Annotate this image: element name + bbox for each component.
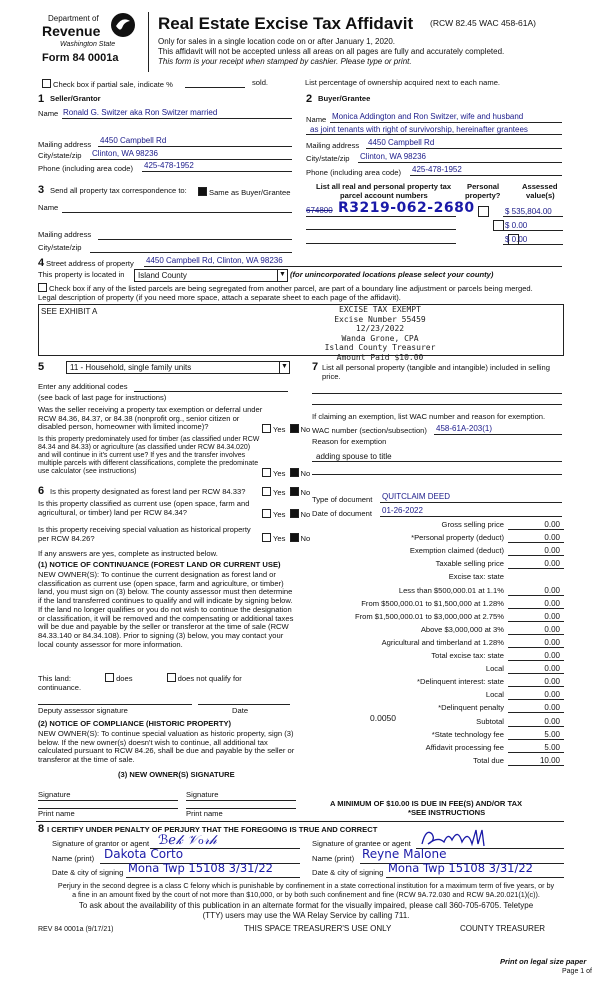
doc-type-line [380,502,562,503]
tax-row-line [508,621,564,622]
section-8-number: 8 [38,823,45,835]
tax-row-line [508,595,564,596]
tax-row-label: *Personal property (deduct) [411,533,504,543]
section-3-name-line [62,212,292,213]
tax-row-label: Total excise tax: state [431,651,504,660]
tax-row-line [508,647,564,648]
tax-row-line [508,542,564,543]
assessed-value-1[interactable]: $ 535,804.00 [505,207,552,216]
street-address-label: Street address of property [46,259,134,268]
tax-row-line [508,699,564,700]
q6-1-no-checkbox[interactable] [290,487,299,496]
grantee-name-label: Name (print) [312,854,355,863]
parcel-line-2 [306,229,456,230]
tax-row-value[interactable]: 0.00 [544,703,560,713]
grantor-sig-label: Signature of grantor or agent [52,839,150,848]
buyer-phone-label: Phone (including area code) [306,168,401,177]
tax-row-label: Excise tax: state [448,572,504,582]
tax-row-label: Total due [473,755,504,765]
assessed-value-3[interactable]: $ 0.00 [505,235,528,244]
grantor-date-value[interactable]: Mona Twp 15108 3/31/22 [128,861,274,875]
seller-city-label: City/state/zip [38,151,82,160]
tax-row-label: Agricultural and timberland at 1.28% [381,637,504,647]
stamp-line-5: Island County Treasurer [324,343,436,353]
stamp-line-2: Excise Number 55459 [334,314,426,324]
tax-row-value[interactable]: 0.00 [544,651,560,660]
section-7-number: 7 [312,361,319,373]
does-label: does [116,674,133,683]
grantor-date-label: Date & city of signing [52,868,124,877]
doc-date-value[interactable]: 01-26-2022 [382,506,423,515]
q6-3: Is this property receiving special valuation as historical property per RCW 84.26? [38,525,251,543]
grantee-date-label: Date & city of signing [312,868,384,877]
stamp-line-6: Amount Paid $10.00 [336,352,424,362]
tax-row-line [508,529,564,530]
parcel-line-3 [306,243,456,244]
tax-row-label: Local [485,664,504,674]
seller-name-line [62,118,292,119]
buyer-mail-label: Mailing address [306,141,360,150]
seller-phone-label: Phone (including area code) [38,164,133,173]
partial-sale-sold: sold. [252,78,269,87]
parcel-line-1 [306,216,456,217]
form-rcw: (RCW 82.45 WAC 458-61A) [430,18,536,28]
minimum-due-note: A MINIMUM OF $10.00 IS DUE IN FEE(S) AND/OR TAX [330,799,523,808]
section-8-rule [36,821,564,822]
tax-row-label: Taxable selling price [435,559,504,569]
header-note-1: Only for sales in a single location code on or after January 1, 2020. [158,37,396,46]
deputy-label: Deputy assessor signature [38,706,128,715]
q6-2-no-label: No [300,510,311,519]
county-select[interactable] [134,269,288,282]
header-note-3: This form is your receipt when stamped by cashier. Please type or print. [158,57,412,66]
notice-2-title: (2) NOTICE OF COMPLIANCE (HISTORIC PROPERTY) [38,719,232,728]
grantor-name-label: Name (print) [52,854,95,863]
tax-row-value[interactable]: 5.00 [544,742,560,752]
assessed-header-1: Assessed [522,182,558,191]
partial-sale-percent-line [185,87,245,88]
buyer-mail-value[interactable]: 4450 Campbell Rd [368,138,435,147]
new-owner-print-line-1 [38,808,178,809]
seller-city-line [90,159,292,160]
q6-2-yes-checkbox[interactable] [262,509,271,518]
tax-row-line [508,765,564,766]
seller-phone-line [142,171,292,172]
unincorporated-note: (for unincorporated locations please select your county) [290,270,494,279]
q6-3-no-label: No [300,534,311,543]
wac-line [434,434,562,435]
same-as-buyer-checkbox[interactable] [198,187,207,196]
doc-type-label: Type of document [312,495,373,504]
tax-row-label: Local [485,690,504,700]
local-rate-value[interactable]: 0.0050 [370,713,396,723]
deputy-date-line [198,704,290,705]
tax-row-line [508,739,564,740]
buyer-city-line [358,162,562,163]
tax-row-value[interactable]: 0.00 [544,637,560,647]
q6-1-yes-label: Yes [273,488,286,497]
new-owner-sig-line-2 [186,800,296,801]
tax-row-line [508,555,564,556]
treasurer-use-label: THIS SPACE TREASURER'S USE ONLY [244,924,392,933]
section-3-mail-label: Mailing address [38,230,92,239]
tax-row-label: Subtotal [476,716,504,726]
q6-3-yes-checkbox[interactable] [262,533,271,542]
tax-row-line [508,686,564,687]
buyer-name-line-a [330,122,562,123]
notice-2-body: NEW OWNER(S): To continue special valuation as historic property, sign (3) below. If the new owner(s) doesn't wish to continue, all additional tax calculated pursuant to RCW 84.26, shall be due and payable by the seller or transferor at the time of sale. [38,729,295,765]
use-code-select[interactable] [66,361,290,374]
q6-2-no-checkbox[interactable] [290,509,299,518]
q5-2-answer [262,468,310,479]
seller-name-label: Name [38,109,59,118]
q6-1-answer [262,487,310,498]
tax-row-line [508,673,564,674]
buyer-name-label: Name [306,115,327,124]
new-owner-sig-line-1 [38,800,178,801]
q6-1: Is this property designated as forest land per RCW 84.33? [50,487,246,496]
reason-line-2 [312,474,562,475]
new-owner-print-label-2: Print name [186,809,223,818]
reason-value[interactable]: adding spouse to title [316,452,392,461]
tax-row-value[interactable]: 0.00 [544,546,560,556]
q5-2-yes-label: Yes [273,469,286,478]
q5-1-yes-label: Yes [273,425,286,434]
revision-label: REV 84 0001a (9/17/21) [38,926,114,933]
tax-row-value[interactable]: 0.00 [544,598,560,608]
tax-row-line [508,568,564,569]
tax-row-value[interactable]: 0.00 [544,559,560,569]
does-checkbox[interactable] [105,673,114,682]
q6-2-yes-label: Yes [273,510,286,519]
assessed-line-2 [503,230,563,231]
assessed-line-3 [503,244,563,245]
dept-state-text: Washington State [60,41,116,48]
tax-row-value[interactable]: 0.00 [544,533,560,543]
exemption-label: If claiming an exemption, list WAC number and reason for exemption. [312,412,546,421]
dept-name-text: Revenue [42,23,101,39]
reason-line-1 [312,461,562,462]
seller-mail-value[interactable]: 4450 Campbell Rd [100,136,167,145]
page-number: Page 1 of [562,968,592,975]
buyer-name-line2[interactable]: as joint tenants with right of survivorship, hereinafter grantees [310,125,528,134]
tax-row-line [508,608,564,609]
certify-text: I CERTIFY UNDER PENALTY OF PERJURY THAT THE FOREGOING IS TRUE AND CORRECT [47,825,378,834]
stamp-line-4: Wanda Grone, CPA [341,333,419,343]
located-label: This property is located in [38,270,125,279]
section-3-label: Send all property tax correspondence to: [50,186,187,195]
buyer-heading: Buyer/Grantee [318,94,371,103]
new-owner-print-label-1: Print name [38,809,75,818]
tax-row-value[interactable]: 0.00 [544,585,560,595]
new-owner-print-line-2 [186,808,296,809]
tax-row-value[interactable]: 0.00 [544,611,560,621]
tax-row-label: From $500,000.01 to $1,500,000 at 1.28% [361,598,504,608]
section-3-city-line [90,252,292,253]
section-3-number: 3 [38,184,45,196]
seller-heading: Seller/Grantor [50,94,101,103]
additional-codes-line [134,391,288,392]
tax-row-value[interactable]: 0.00 [544,677,560,687]
tax-row-value[interactable]: 0.00 [544,624,560,634]
buyer-name-line1[interactable]: Monica Addington and Ron Switzer, wife and husband [332,112,524,121]
q5-1-no-label: No [300,425,311,434]
tax-row-label: Above $3,000,000 at 3% [420,624,504,634]
seller-mail-line [98,146,292,147]
parcel-struck: 674800 [306,206,333,215]
assessed-header-2: value(s) [526,191,555,200]
q5-1-answer [262,424,310,435]
seller-city-value[interactable]: Clinton, WA 98236 [92,149,158,158]
does-not-label: does not qualify for [177,674,242,683]
see-instructions-note: *SEE INSTRUCTIONS [408,808,486,817]
reason-label: Reason for exemption [312,437,387,446]
doc-date-label: Date of document [312,509,372,518]
buyer-city-value[interactable]: Clinton, WA 98236 [360,152,426,161]
q6-1-no-label: No [300,488,311,497]
tax-row-value[interactable]: 0.00 [544,690,560,700]
legal-description-value: SEE EXHIBIT A [41,307,98,316]
section-4-number: 4 [38,257,45,269]
personal-header-1: Personal [467,182,500,191]
chevron-down-icon: ▼ [279,362,289,373]
segregate-label: Check box if any of the listed parcels are being segregated from another parcel, are part of a boundary line adjustment or parcels being merged. [49,284,533,293]
q6-1-yes-checkbox[interactable] [262,487,271,496]
q6-2: Is this property classified as current use (open space, farm and agricultural, or timber) land per RCW 84.34? [38,499,250,517]
tax-row-line [508,752,564,753]
grantor-name-value[interactable]: Dakota Corto [104,847,184,861]
notice-1-title: (1) NOTICE OF CONTINUANCE (FOREST LAND OR CURRENT USE) [38,560,281,569]
section-7-line-2 [312,404,562,405]
section-6-instructions: If any answers are yes, complete as instructed below. [38,549,218,558]
assessed-value-2[interactable]: $ 0.00 [505,221,528,230]
q6-2-answer [262,509,310,520]
partial-sale-checkbox[interactable] [42,79,51,88]
buyer-mail-line [366,148,562,149]
buyer-phone-line [410,175,562,176]
q5-2-no-label: No [300,469,311,478]
print-legal-note: Print on legal size paper [500,957,587,966]
grantee-name-value[interactable]: Reyne Malone [362,847,447,861]
tax-row-line [508,712,564,713]
perjury-text-2: a fine in an amount fixed by the court of not more than $10,000, or by both such confinement and fine (RCW 9A.72.030 and RCW 9A.20.021(1)(c)). [72,890,540,899]
tax-row-line [508,660,564,661]
same-as-buyer-label: Same as Buyer/Grantee [209,188,291,197]
q6-3-answer [262,533,310,544]
header-divider [148,12,149,72]
stamp-line-3: 12/23/2022 [355,324,405,334]
deputy-line [38,704,192,705]
doc-date-line [380,516,562,517]
section-3-city-label: City/state/zip [38,243,82,252]
tax-row-value[interactable]: 10.00 [539,755,560,765]
doc-type-value[interactable]: QUITCLAIM DEED [382,492,451,501]
section-3-name-label: Name [38,203,59,212]
tax-row-value[interactable]: 0.00 [544,716,560,726]
notice-1-body: NEW OWNER(S): To continue the current designation as forest land or classification as current use (open space, farm and agriculture, or timber) land, you must sign on (3) below. The county assessor must then determine if the land transferred continues to qualify and will indicate by signing below. If the land no longer qualifies or you do not wish to continue the designation or classification, it will be removed and the compensating or additional taxes will be due and payable by the seller or transferor at the time of sale (RCW 84.33.140 or 84.34.108). Prior to signing (3) below, you may contact your local county assessor for more information. [38,570,294,649]
does-not-checkbox[interactable] [167,673,176,682]
tax-row-label: Exemption claimed (deduct) [409,546,504,556]
tax-row-label: From $1,500,000.01 to $3,000,000 at 2.75% [354,611,504,621]
tax-row-value[interactable]: 0.00 [544,664,560,674]
form-title: Real Estate Excise Tax Affidavit [158,14,414,33]
section-2-number: 2 [306,93,313,105]
grantee-date-line [386,877,564,878]
header-note-2: This affidavit will not be accepted unless all areas on all pages are fully and accurately completed. [158,47,505,56]
stamp-line-1: EXCISE TAX EXEMPT [339,305,421,314]
q5-1-yes-checkbox[interactable] [262,424,271,433]
wac-label: WAC number (section/subsection) [312,426,427,435]
section-7-label: List all personal property (tangible and intangible) included in selling price. [322,363,550,381]
legal-description-label: Legal description of property (if you need more space, attach a separate sheet to each page of the affidavit). [38,293,401,302]
section-1-number: 1 [38,93,45,105]
personal-checkbox-1[interactable] [478,206,489,217]
tax-row-label: *Delinquent penalty [438,703,504,713]
q5-1-no-checkbox[interactable] [290,424,299,433]
section-6-number: 6 [38,485,45,497]
perjury-text-1: Perjury in the second degree is a class C felony which is punishable by confinement in a state correctional institution for a maximum term of five years, or by [57,881,555,890]
partial-sale-row [42,79,173,90]
notice-3-title: (3) NEW OWNER(S) SIGNATURE [118,770,235,779]
ownership-note: List percentage of ownership acquired next to each name. [305,78,501,87]
tax-row-label: *State technology fee [431,729,504,739]
tax-row-value[interactable]: 0.00 [544,520,560,529]
segregate-checkbox[interactable] [38,283,47,292]
dept-top-text: Department of [48,14,99,23]
deputy-date-label: Date [232,706,249,715]
grantee-date-value[interactable]: Mona Twp 15108 3/31/22 [388,861,534,875]
dor-logo-icon [110,12,136,38]
partial-sale-label: Check box if partial sale, indicate % [53,80,173,89]
tax-row-line [508,634,564,635]
seller-mail-label: Mailing address [38,140,92,149]
street-address-line [144,266,562,267]
buyer-city-label: City/state/zip [306,154,350,163]
new-owner-signature-label-1: Signature [38,790,71,799]
form-number: Form 84 0001a [42,52,119,64]
personal-header-2: property? [465,191,501,200]
q5-2: Is this property predominately used for timber (as classified under RCW 84.34 and 84.33) or agriculture (as classified under RCW 84.34.020) and will continue in it's current use? If yes and the transfer involves multiple parcels with different classifications, complete the predominate use calculator (see instructions) [38,436,260,476]
tax-row-label: Gross selling price [441,520,504,529]
street-address-value[interactable]: 4450 Campbell Rd, Clinton, WA 98236 [146,256,283,265]
tax-row-label: Affidavit processing fee [425,742,504,752]
grantee-sig-label: Signature of grantee or agent [312,839,411,848]
this-land-label: This land: [38,674,71,683]
buyer-phone-value[interactable]: 425-478-1952 [412,165,462,174]
additional-codes-label: Enter any additional codes [38,382,128,391]
tax-row-line [508,726,564,727]
grantor-signature[interactable]: ℬℯ𝓀 𝒱ℴ𝓇𝒽 [158,833,217,848]
section-7-line-1 [312,393,562,394]
grantor-date-line [126,877,300,878]
use-code-value: 11 - Household, single family units [70,363,192,372]
new-owner-signature-label-2: Signature [186,790,219,799]
buyer-name-line-b [306,134,562,135]
tax-row-label: Less than $500,000.01 at 1.1% [398,585,504,595]
county-select-value: Island County [138,271,187,280]
continuance-label: continuance. [38,683,82,692]
alt-format-text-1: To ask about the availability of this publication in an alternate format for the visually impaired, please call 360-705-6705. Teletype [78,901,534,910]
chevron-down-icon: ▼ [277,270,287,281]
assessed-line-1 [503,216,563,217]
q5-2-no-checkbox[interactable] [290,468,299,477]
see-back-label: (see back of last page for instructions) [38,393,167,402]
q5-2-yes-checkbox[interactable] [262,468,271,477]
parcel-handwritten[interactable]: R3219-062-2680 [338,200,475,216]
parcel-header-2: parcel account numbers [340,191,428,200]
parcel-header-1: List all real and personal property tax [316,182,452,191]
q6-3-yes-label: Yes [273,534,286,543]
same-as-buyer-row [198,187,290,198]
q6-3-no-checkbox[interactable] [290,533,299,542]
wac-value[interactable]: 458-61A-203(1) [436,424,493,433]
county-treasurer-label: COUNTY TREASURER [460,924,546,933]
seller-phone-value[interactable]: 425-478-1952 [144,161,194,170]
tax-row-label: *Delinquent interest: state [417,677,504,687]
excise-stamp [300,305,460,363]
section-5-number: 5 [38,361,45,373]
alt-format-text-2: (TTY) users may use the WA Relay Service by calling 711. [202,911,410,920]
seller-name-value[interactable]: Ronald G. Switzer aka Ron Switzer married [63,108,218,117]
section-3-mail-line [98,239,292,240]
q5-1: Was the seller receiving a property tax exemption or deferral under RCW 84.36, 84.37, or 84.38 (nonprofit org., senior citizen or disabled person, homeowner with limited income)? [38,405,263,432]
tax-row-value[interactable]: 5.00 [544,729,560,739]
